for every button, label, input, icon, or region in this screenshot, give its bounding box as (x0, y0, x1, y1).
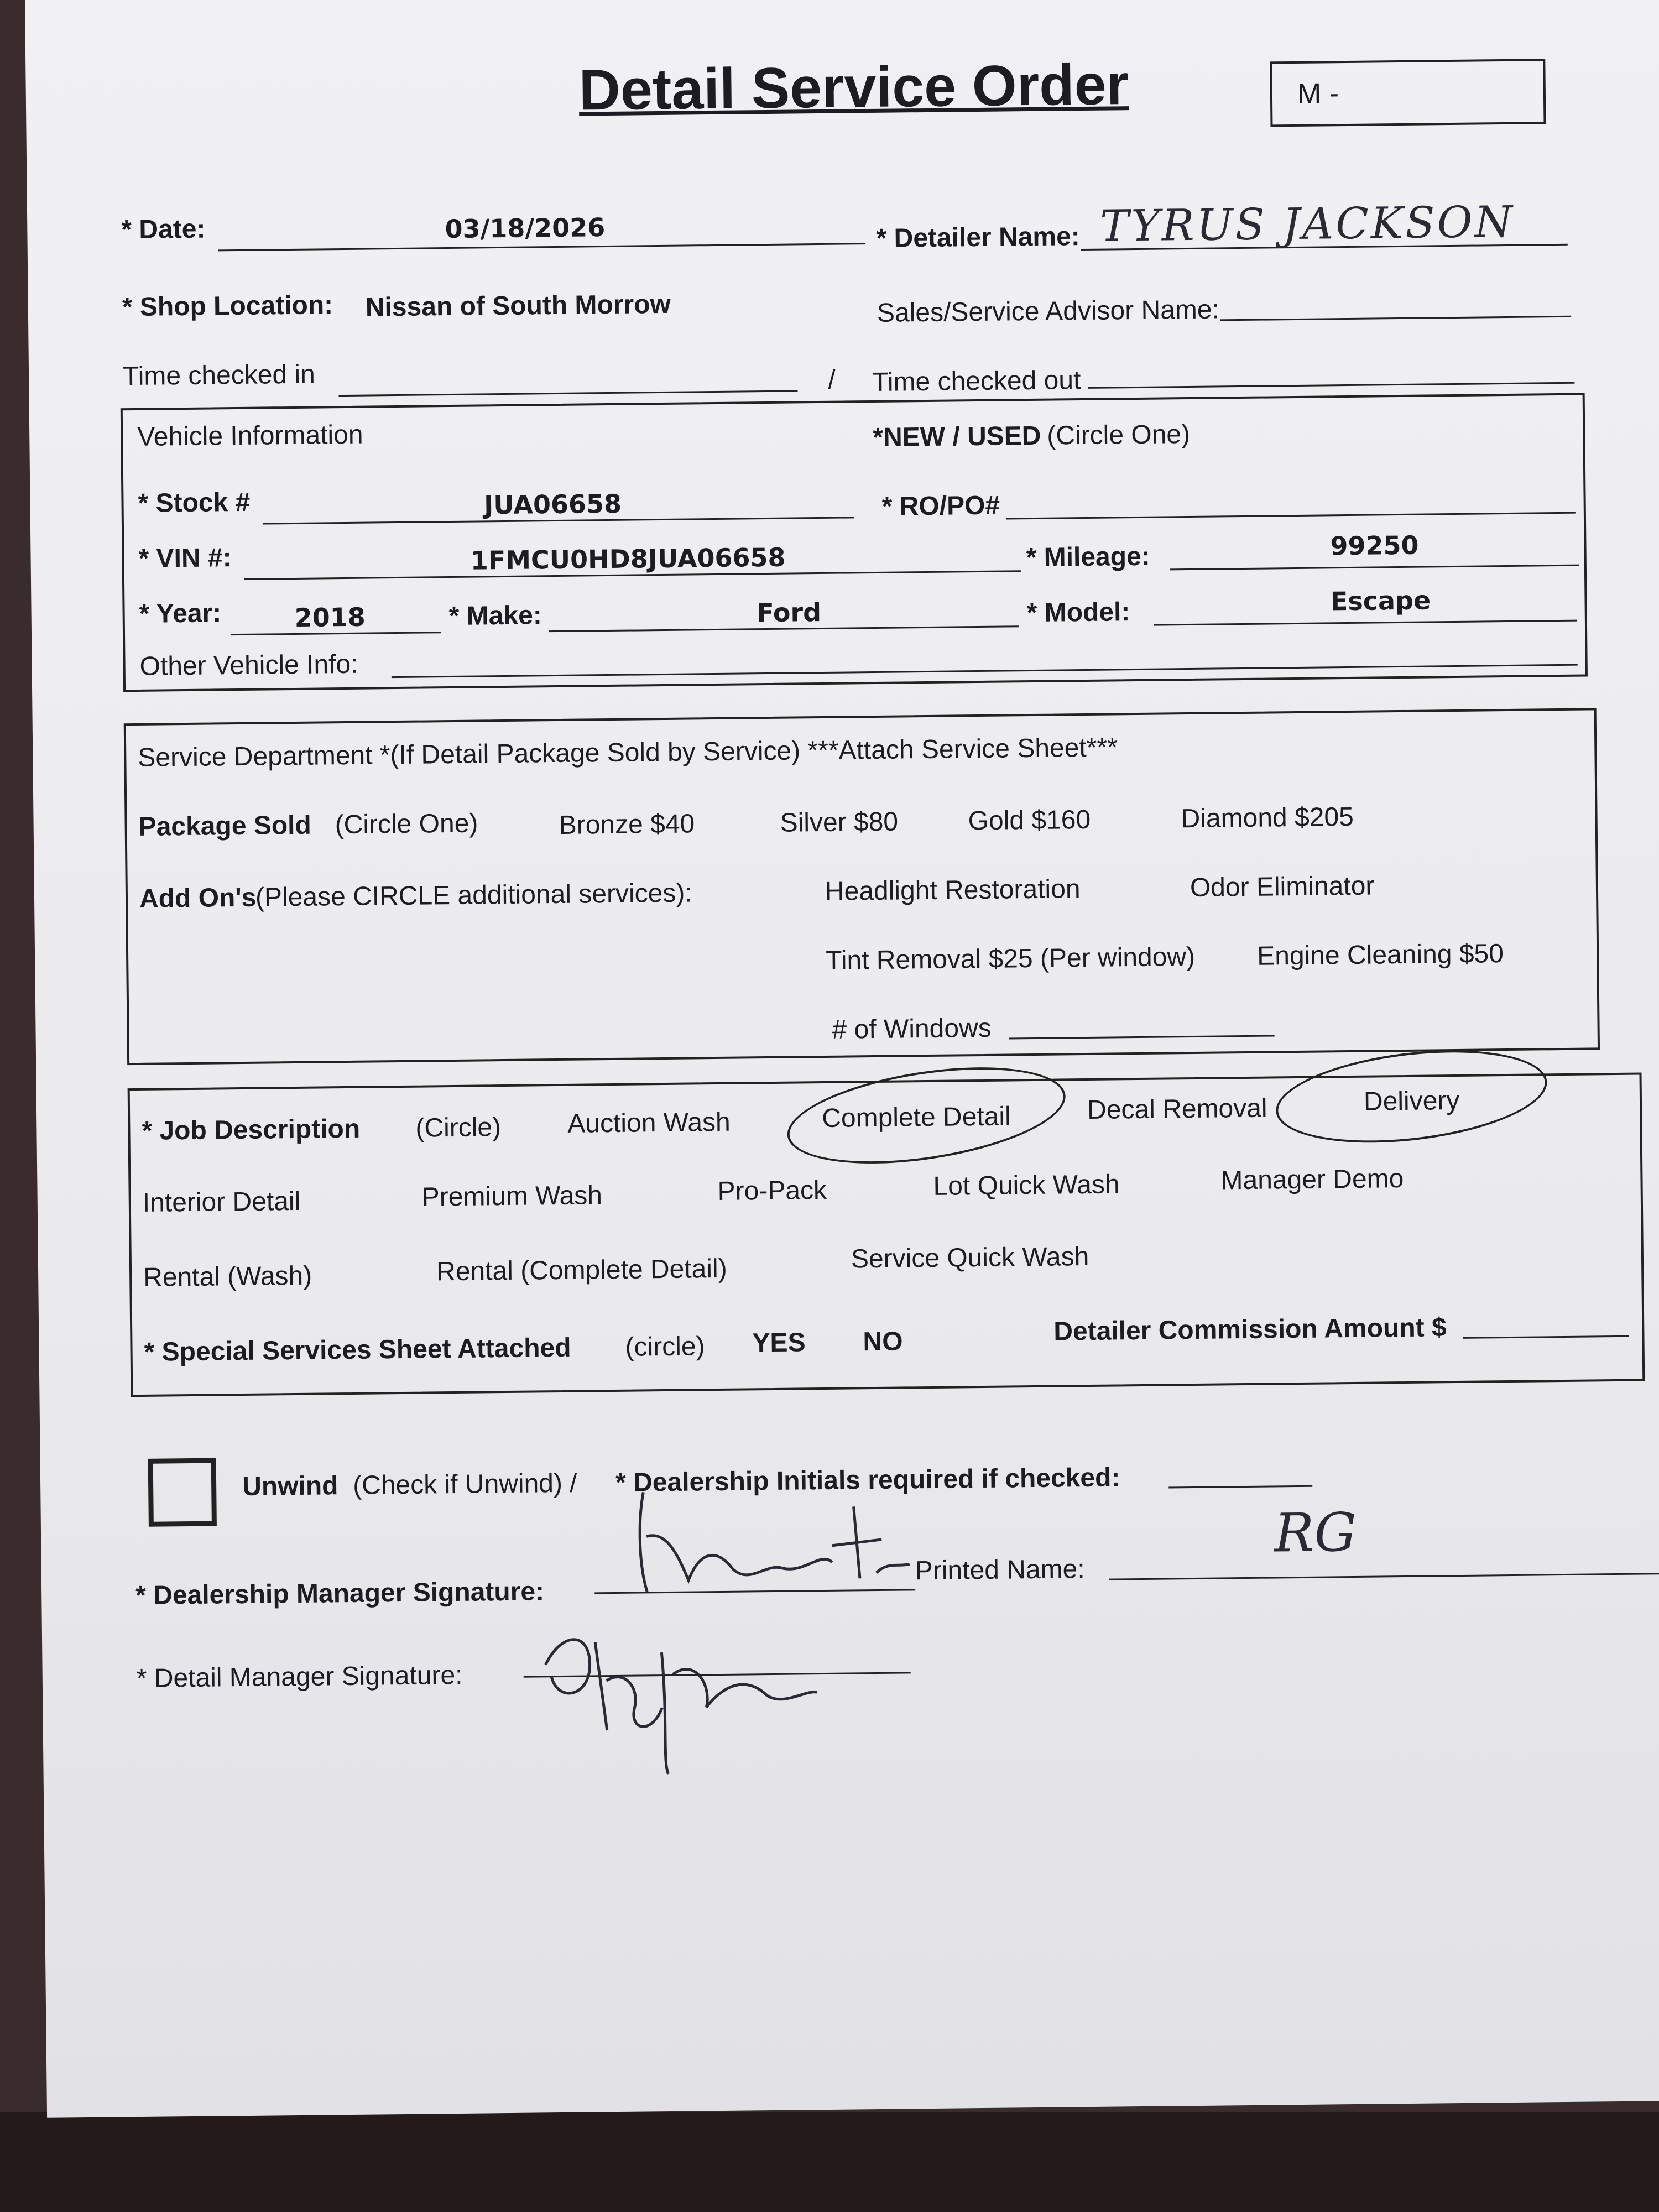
mileage-value: 99250 (1330, 530, 1419, 561)
detailer-name-label: * Detailer Name: (876, 222, 1081, 253)
job-delivery[interactable]: Delivery (1363, 1086, 1460, 1117)
vin-value: 1FMCU0HD8JUA06658 (470, 542, 786, 576)
package-bronze[interactable]: Bronze $40 (559, 809, 695, 840)
job-interior-detail[interactable]: Interior Detail (142, 1186, 301, 1218)
ro-po-label: * RO/PO# (881, 491, 1000, 521)
new-used-label: *NEW / USED (873, 421, 1041, 452)
model-label: * Model: (1026, 597, 1130, 628)
time-out-label: Time checked out (872, 366, 1081, 397)
advisor-label: Sales/Service Advisor Name: (877, 295, 1220, 328)
special-no-option[interactable]: NO (863, 1327, 903, 1357)
advisor-field[interactable] (1220, 316, 1571, 321)
job-lot-quick-wash[interactable]: Lot Quick Wash (933, 1170, 1120, 1201)
unwind-hint: (Check if Unwind) / (352, 1468, 577, 1500)
service-heading: Service Department *(If Detail Package Sold by Service) ***Attach Service Sheet*** (138, 733, 1118, 773)
printed-name-label: Printed Name: (915, 1554, 1085, 1586)
model-value: Escape (1330, 585, 1431, 617)
job-complete-detail[interactable]: Complete Detail (821, 1102, 1011, 1134)
desk-surface (0, 2112, 1659, 2212)
job-description-label: * Job Description (142, 1114, 361, 1146)
make-value: Ford (757, 597, 822, 628)
addon-engine-cleaning[interactable]: Engine Cleaning $50 (1256, 939, 1504, 971)
dealership-signature-label: * Dealership Manager Signature: (135, 1577, 545, 1611)
job-premium-wash[interactable]: Premium Wash (421, 1181, 603, 1212)
detail-manager-signature-label: * Detail Manager Signature: (136, 1660, 463, 1694)
windows-label: # of Windows (832, 1013, 992, 1045)
package-hint: (Circle One) (335, 808, 478, 840)
unwind-checkbox[interactable] (148, 1458, 217, 1527)
stock-value: JUA06658 (483, 488, 622, 520)
mileage-label: * Mileage: (1026, 541, 1150, 573)
unwind-label: Unwind (242, 1471, 338, 1502)
year-label: * Year: (139, 598, 222, 629)
vehicle-info-heading: Vehicle Information (137, 420, 363, 452)
initials-field[interactable] (1168, 1485, 1312, 1489)
printed-name-handwriting: RG (1274, 1501, 1357, 1564)
package-silver[interactable]: Silver $80 (780, 807, 899, 838)
form-title: Detail Service Order (578, 53, 1129, 123)
service-order-form (25, 0, 1659, 2118)
time-in-label: Time checked in (122, 359, 316, 392)
job-pro-pack[interactable]: Pro-Pack (717, 1175, 827, 1206)
initials-label: * Dealership Initials required if checked: (615, 1463, 1120, 1498)
date-value: 03/18/2026 (445, 212, 606, 244)
make-label: * Make: (448, 601, 542, 632)
package-label: Package Sold (138, 810, 312, 842)
package-gold[interactable]: Gold $160 (968, 805, 1091, 836)
special-yes-option[interactable]: YES (752, 1328, 806, 1358)
date-label: * Date: (121, 214, 206, 245)
job-service-quick-wash[interactable]: Service Quick Wash (851, 1241, 1089, 1274)
shop-location-label: * Shop Location: (122, 290, 333, 322)
addons-label: Add On's (139, 883, 257, 914)
package-diamond[interactable]: Diamond $205 (1181, 802, 1354, 834)
time-out-field[interactable] (1088, 382, 1574, 389)
time-separator: / (827, 365, 836, 395)
date-field[interactable] (218, 243, 865, 251)
commission-label: Detailer Commission Amount $ (1053, 1313, 1447, 1347)
addon-odor[interactable]: Odor Eliminator (1190, 871, 1375, 903)
other-vehicle-info-label: Other Vehicle Info: (139, 649, 358, 681)
job-rental-complete-detail[interactable]: Rental (Complete Detail) (436, 1254, 727, 1287)
addons-hint: (Please CIRCLE additional services): (255, 878, 692, 912)
addon-headlight[interactable]: Headlight Restoration (825, 874, 1081, 906)
job-decal-removal[interactable]: Decal Removal (1087, 1093, 1267, 1125)
shop-location-value: Nissan of South Morrow (365, 289, 671, 322)
dealership-signature-mark (621, 1484, 921, 1609)
order-number-box[interactable] (1270, 59, 1546, 127)
job-manager-demo[interactable]: Manager Demo (1220, 1164, 1404, 1196)
stock-label: * Stock # (138, 487, 251, 518)
detail-manager-signature-mark (528, 1595, 839, 1781)
special-services-label: * Special Services Sheet Attached (144, 1333, 571, 1367)
job-description-hint: (Circle) (415, 1113, 502, 1143)
addon-tint-removal[interactable]: Tint Removal $25 (Per window) (825, 942, 1196, 975)
job-rental-wash[interactable]: Rental (Wash) (143, 1261, 312, 1292)
new-used-hint: (Circle One) (1047, 419, 1191, 451)
special-services-hint: (circle) (625, 1332, 705, 1362)
detailer-name-handwriting: TYRUS JACKSON (1099, 197, 1515, 252)
order-number-label: M - (1297, 77, 1339, 110)
time-in-field[interactable] (339, 390, 798, 397)
vin-label: * VIN #: (138, 543, 232, 573)
job-auction-wash[interactable]: Auction Wash (567, 1107, 731, 1139)
printed-name-field[interactable] (1109, 1573, 1659, 1580)
year-value: 2018 (294, 602, 366, 633)
